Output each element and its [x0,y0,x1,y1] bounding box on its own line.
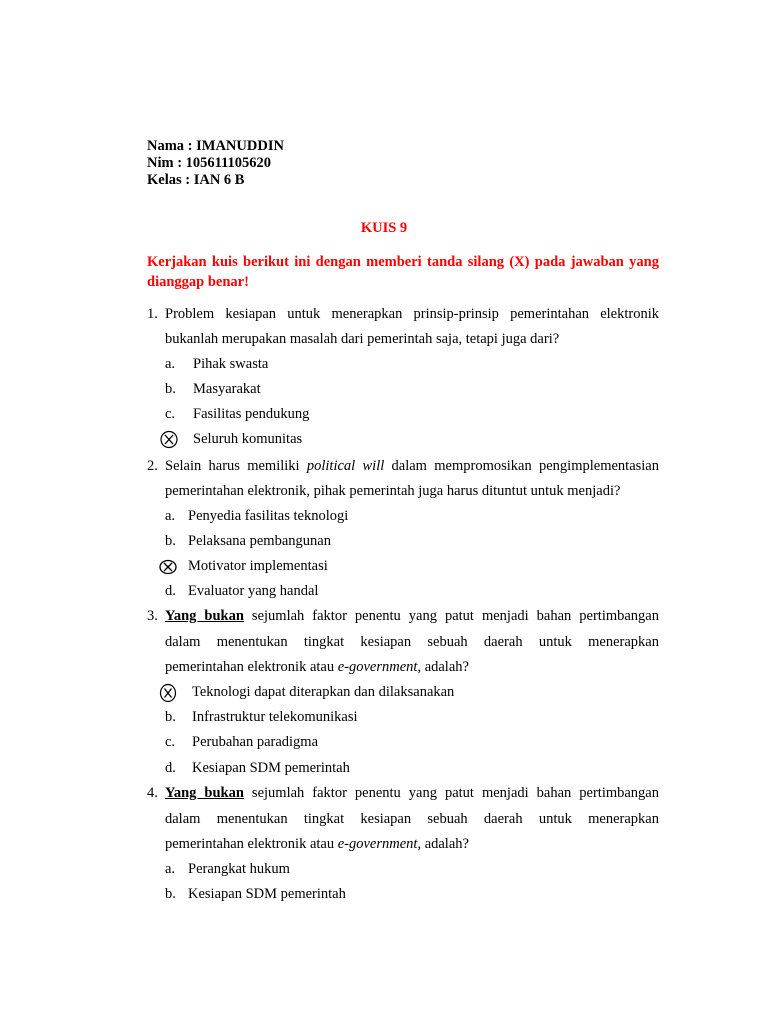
question-text [165,606,659,626]
option-label: d. [165,760,176,776]
option-text: Evaluator yang handal [188,583,319,599]
option-text: Perubahan paradigma [192,734,319,750]
question-text [165,783,659,803]
question-text-part: sejumlah faktor penentu yang patut menjadi bahan pertimbangan [243,608,659,624]
student-class: Kelas : IAN 6 B [147,172,245,188]
quiz-title: KUIS 9 [360,220,408,236]
question-text-part: dalam mempromosikan pengimplementasian [384,458,659,474]
question-text-continued [165,834,469,854]
option-label: c. [165,734,176,750]
question-number: 1. [147,306,158,322]
question-text-continued: dalam menentukan tingkat kesiapan sebuah daerah untuk menerapkan [165,634,659,650]
student-nim: Nim : 105611105620 [147,155,272,171]
question-text-part: Selain harus memiliki [165,458,307,474]
question-number: 4. [147,785,158,801]
option-text: Perangkat hukum [188,861,290,877]
option-text: Masyarakat [193,381,261,397]
option-text: Infrastruktur telekomunikasi [192,709,358,725]
option-label: a. [165,861,176,877]
question-text-continued: bukanlah merupakan masalah dari pemerintah saja, tetapi juga dari? [165,331,560,347]
option-text: Pelaksana pembangunan [188,533,331,549]
question-text-part: , adalah? [417,659,469,675]
question-text: Problem kesiapan untuk menerapkan prinsip-prinsip pemerintahan elektronik [165,306,659,322]
option-text: Kesiapan SDM pemerintah [192,760,350,776]
option-text: Seluruh komunitas [193,431,303,447]
option-label: b. [165,709,176,725]
student-info [147,138,284,189]
option-text: Kesiapan SDM pemerintah [188,886,346,902]
question-emphasis: Yang bukan [165,785,244,801]
option-text: Penyedia fasilitas teknologi [188,508,349,524]
question-text-continued: pemerintahan elektronik, pihak pemerintah juga harus dituntut untuk menjadi? [165,483,621,499]
option-label: b. [165,381,176,397]
question-text-italic: e-government [337,836,418,852]
question-text-continued [165,657,469,677]
option-text: Motivator implementasi [188,558,328,574]
student-name: Nama : IMANUDDIN [147,138,284,154]
option-label: a. [165,356,176,372]
option-text: Fasilitas pendukung [193,406,310,422]
question-number: 3. [147,608,158,624]
question-number: 2. [147,458,158,474]
crossed-circle-mark-icon [158,559,178,575]
question-text-part: , adalah? [417,836,469,852]
question-text-part: pemerintahan elektronik atau [165,836,338,852]
option-label: a. [165,508,176,524]
option-text: Pihak swasta [193,356,269,372]
quiz-instruction: Kerjakan kuis berikut ini dengan memberi tanda silang (X) pada jawaban yang dianggap benar! [147,254,659,290]
crossed-circle-mark-icon [158,683,178,703]
question-text-part: sejumlah faktor penentu yang patut menjadi bahan pertimbangan [243,785,659,801]
question-text [165,456,659,476]
question-text-italic: political will [306,458,385,474]
option-label: d. [165,583,176,599]
option-label: b. [165,533,176,549]
question-text-italic: e-government [337,659,418,675]
crossed-circle-mark-icon [159,430,179,449]
question-text-continued: dalam menentukan tingkat kesiapan sebuah daerah untuk menerapkan [165,811,659,827]
question-text-part: pemerintahan elektronik atau [165,659,338,675]
option-label: b. [165,886,176,902]
question-emphasis: Yang bukan [165,608,244,624]
option-text: Teknologi dapat diterapkan dan dilaksanakan [192,684,455,700]
option-label: c. [165,406,176,422]
